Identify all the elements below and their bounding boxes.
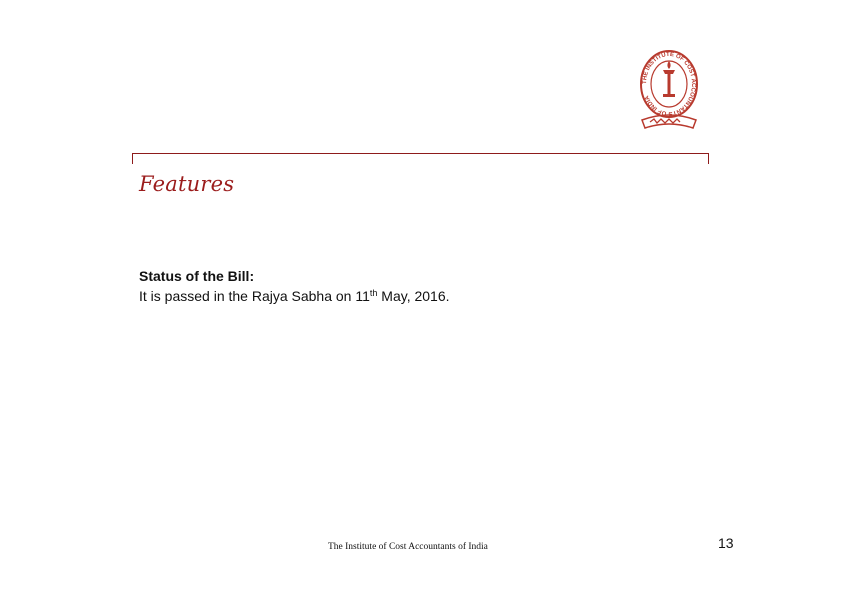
slide-title: Features — [139, 172, 235, 196]
footer-text: The Institute of Cost Accountants of India — [328, 542, 488, 552]
status-block — [139, 266, 450, 306]
page-number: 13 — [718, 535, 734, 551]
header-rule — [132, 153, 709, 164]
status-line-ordinal: th — [369, 288, 378, 298]
status-line — [139, 286, 450, 306]
status-heading: Status of the Bill: — [139, 268, 255, 284]
status-line-date: May, 2016. — [377, 288, 450, 304]
institute-emblem-icon — [636, 48, 702, 136]
svg-text:THE INSTITUTE OF COST ACCOUNTA: THE INSTITUTE OF COST ACCOUNTANTS OF INDIA — [641, 51, 697, 117]
status-line-text: It is passed in the Rajya Sabha on 11 — [139, 288, 370, 304]
